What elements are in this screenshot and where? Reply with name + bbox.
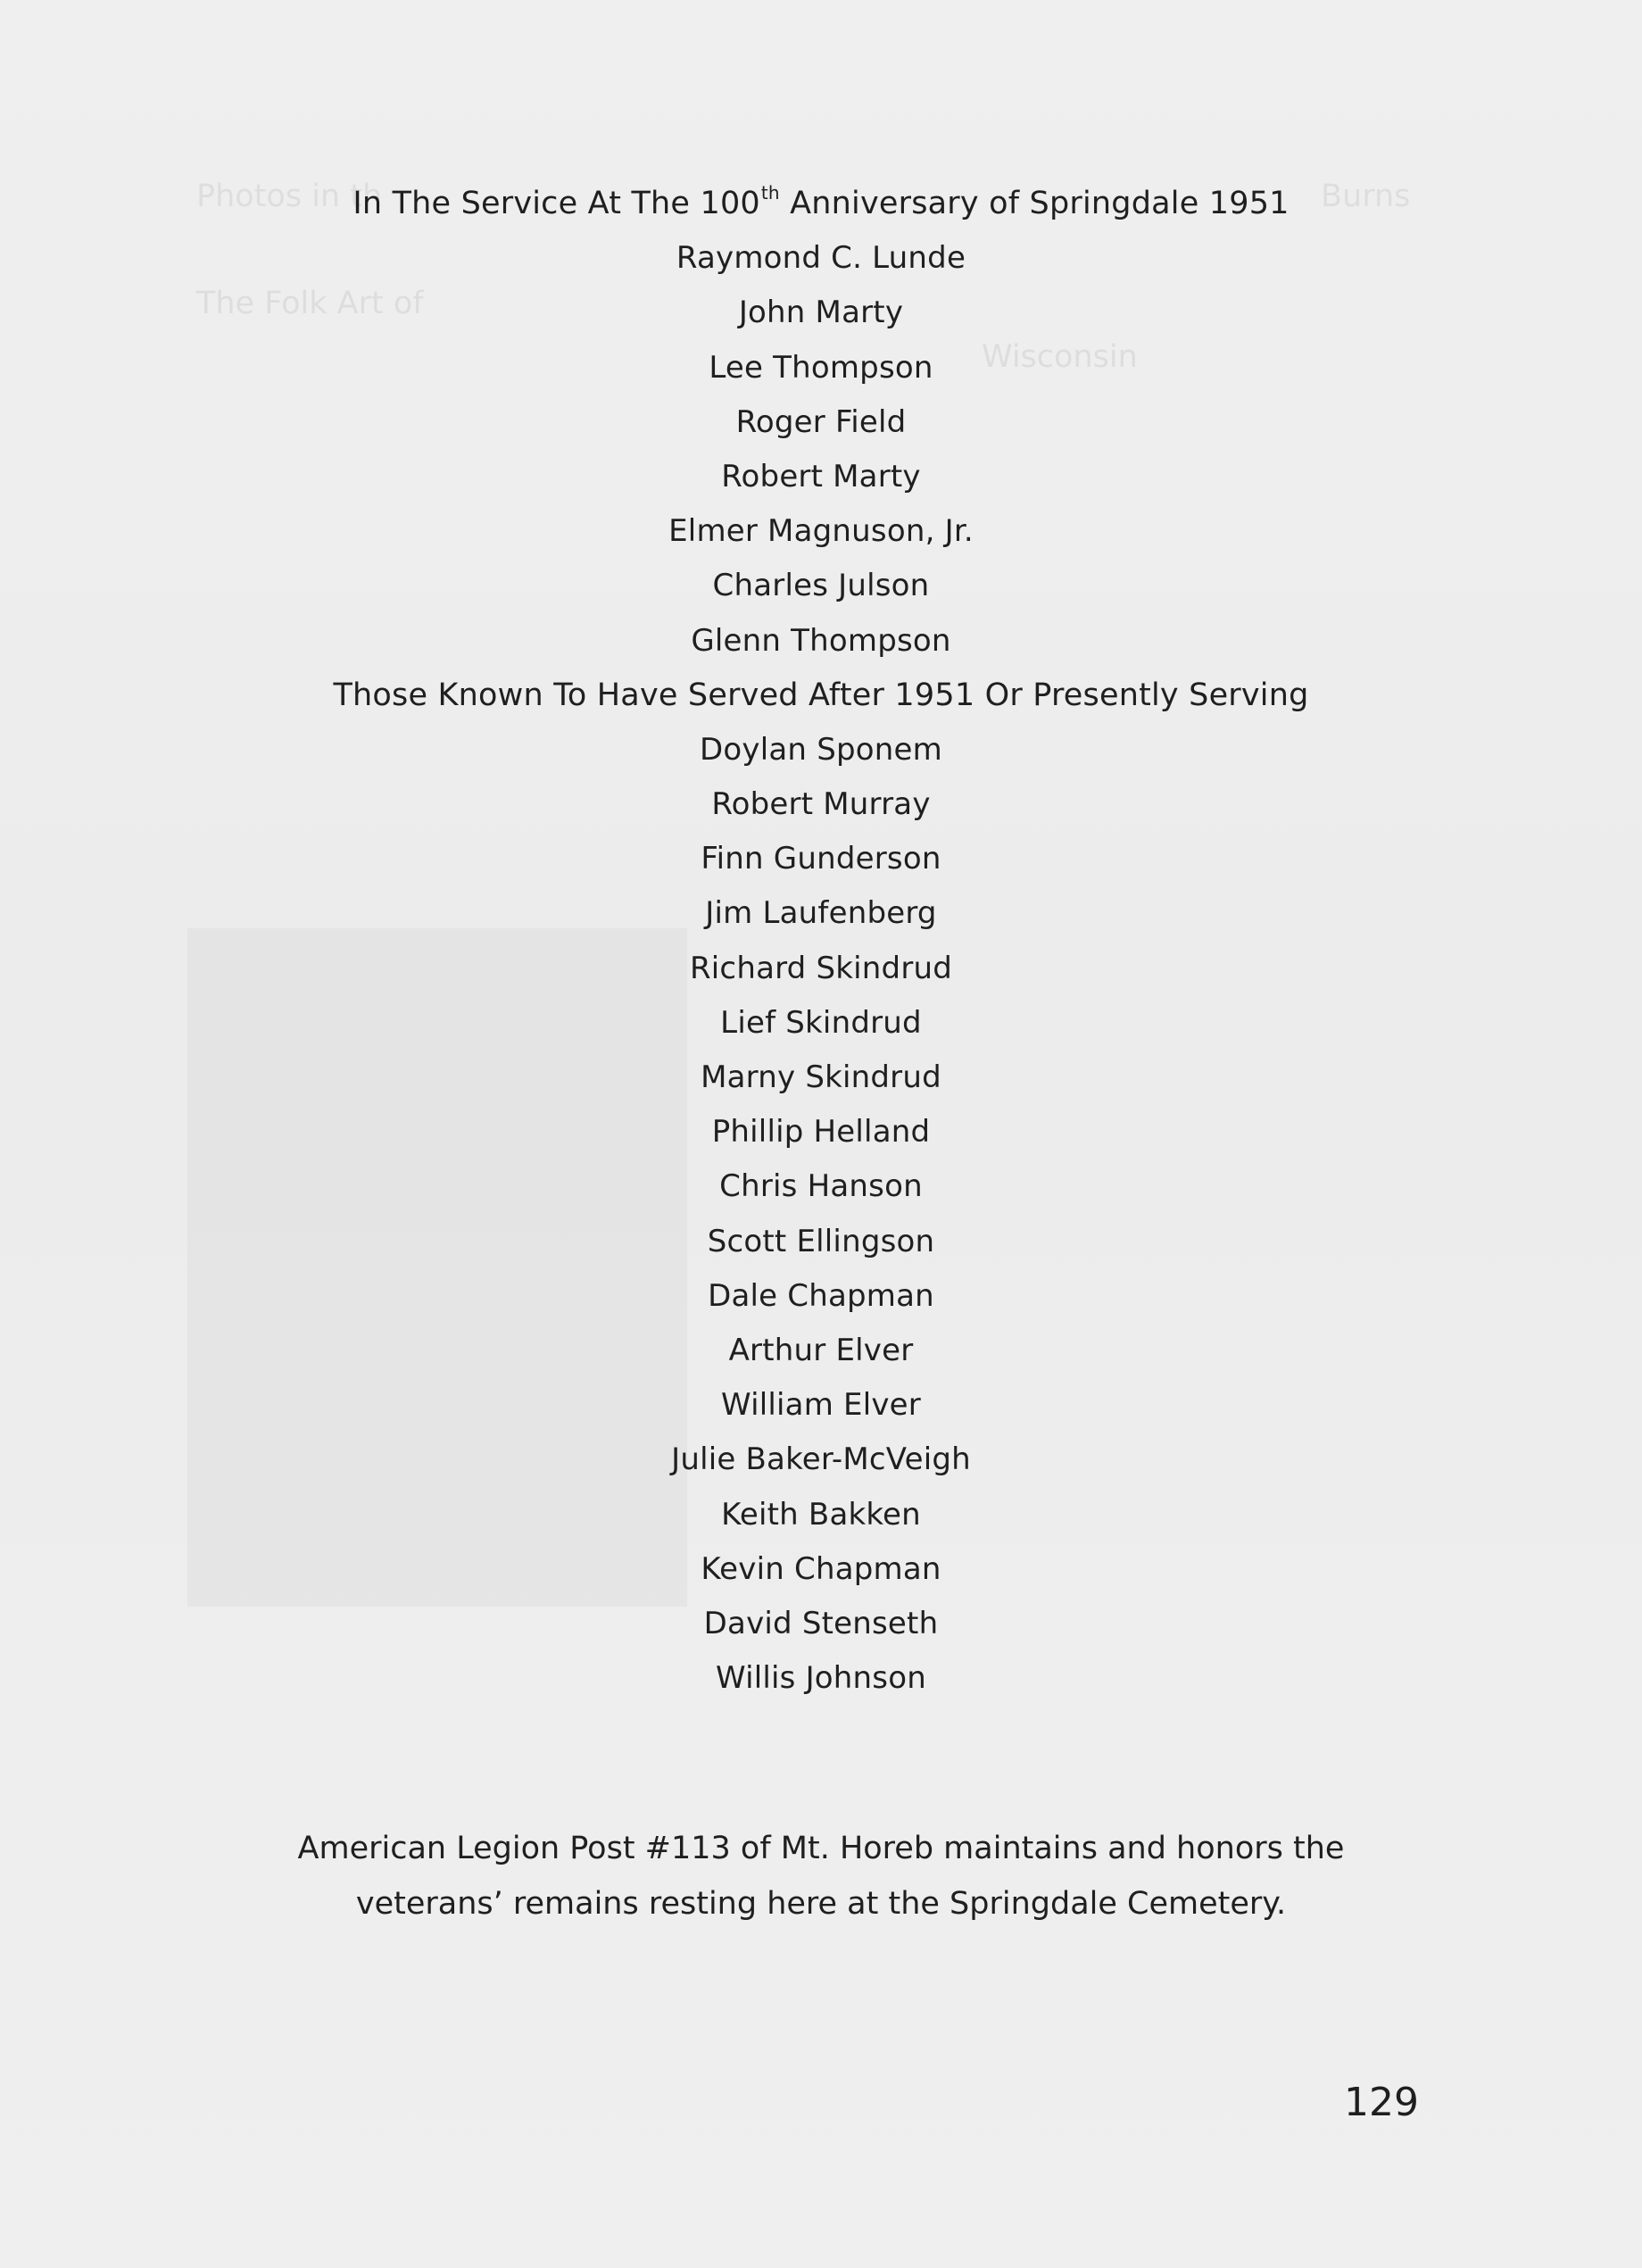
name-list-item: Dale Chapman [708,1277,934,1314]
bleed-through-text: Wisconsin [982,339,1138,375]
name-list-item: David Stenseth [703,1605,939,1641]
name-list-item: Kevin Chapman [701,1550,941,1587]
name-list-item: Elmer Magnuson, Jr. [668,513,974,550]
name-list-item: Raymond C. Lunde [676,240,966,277]
name-list-item: Lief Skindrud [720,1004,922,1041]
bleed-through-text: The Folk Art of [196,286,424,321]
name-list-item: Doylan Sponem [700,731,942,768]
heading-service-at-anniversary [0,177,1642,231]
name-list-item: Charles Julson [712,568,930,604]
name-list-item: John Marty [738,295,904,331]
legion-note-line-2: veterans’ remains resting here at the Springdale Cemetery. [355,1886,1287,1922]
heading-prefix: In The Service At The 100 [352,186,760,221]
name-list-item: Robert Marty [721,458,921,494]
name-list-item: Finn Gunderson [701,841,941,877]
name-list-item: William Elver [721,1387,921,1424]
heading-served-after-1951: Those Known To Have Served After 1951 Or Presently Serving [333,677,1309,713]
name-list-item: Roger Field [735,403,907,440]
name-list-item: Jim Laufenberg [705,895,937,932]
name-list-item: Scott Ellingson [707,1223,935,1259]
name-list-item: Keith Bakken [721,1496,921,1533]
heading-suffix: Anniversary of Springdale 1951 [779,186,1290,221]
bleed-through-text: Photos in th [196,179,383,214]
legion-note-line-1: American Legion Post #113 of Mt. Horeb maintains and honors the [297,1831,1345,1866]
name-list-item: Phillip Helland [711,1114,931,1151]
legion-note [0,1821,1642,1932]
heading-superscript: th [760,182,780,204]
name-list-item: Richard Skindrud [689,950,953,986]
name-list-item: Arthur Elver [728,1332,914,1368]
name-list-item: Robert Murray [711,786,931,823]
name-list-item: Glenn Thompson [691,622,951,659]
name-list-item: Chris Hanson [719,1168,923,1205]
name-list-item: Willis Johnson [716,1660,926,1697]
name-list-item: Marny Skindrud [701,1059,941,1095]
service-roster [0,177,1642,1706]
name-list-item: Julie Baker-McVeigh [671,1441,971,1478]
page-number: 129 [1344,2080,1419,2125]
name-list-item: Lee Thompson [709,349,933,386]
bleed-through-text: Burns [1321,179,1411,214]
